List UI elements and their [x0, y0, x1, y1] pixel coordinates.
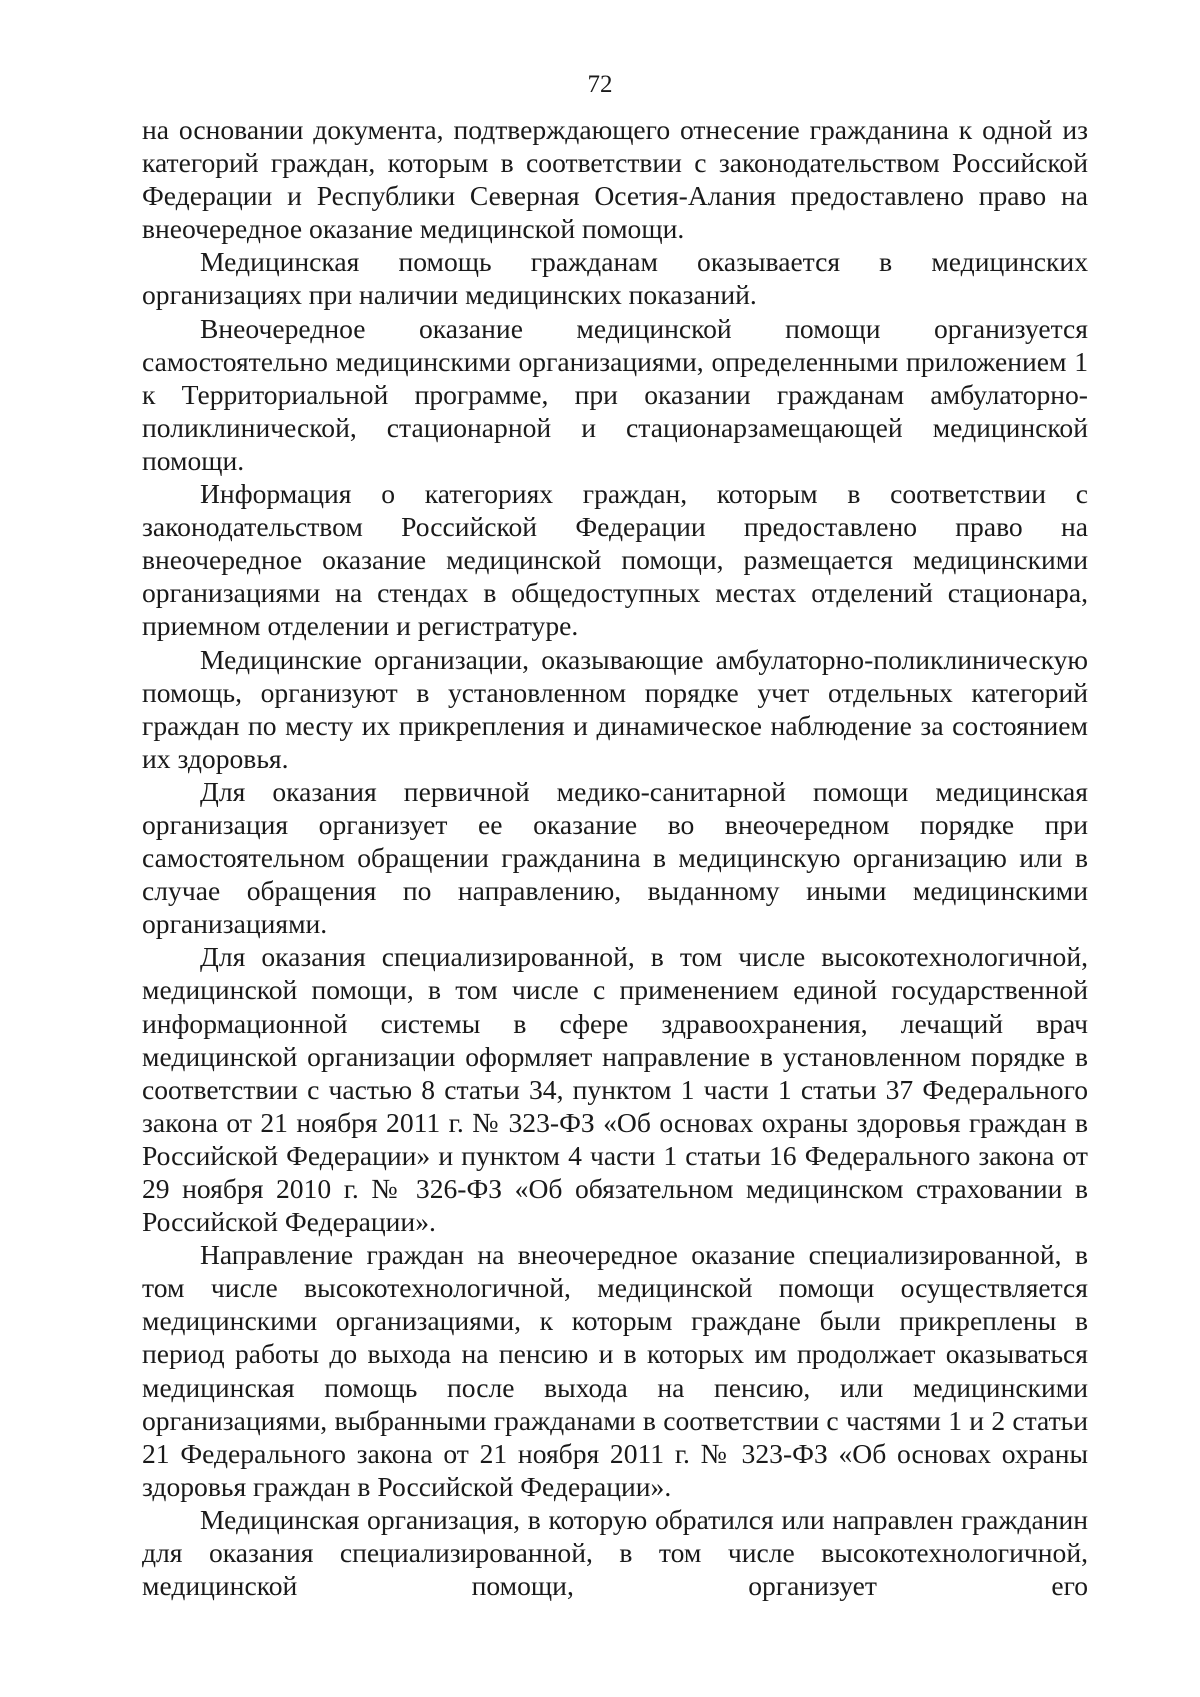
paragraph-7: Для оказания специализированной, в том числе высокотехнологичной, медицинской помощи, в том числе с применением единой государственной информационной системы в сфере здравоохранения, лечащий врач медицинской организации оформляет направление в установленном порядке в соответствии с частью 8 статьи 34, пунктом 1 части 1 статьи 37 Федерального закона от 21 ноября 2011 г. № 323-ФЗ «Об основах охраны здоровья граждан в Российской Федерации» и пунктом 4 части 1 статьи 16 Федерального закона от 29 ноября 2010 г. № 326-ФЗ «Об обязательном медицинском страховании в Российской Федерации».: [142, 941, 1088, 1238]
paragraph-8: Направление граждан на внеочередное оказание специализированной, в том числе высокотехнологичной, медицинской помощи осуществляется медицинскими организациями, к которым граждане были прикреплены в период работы до выхода на пенсию и в которых им продолжает оказываться медицинская помощь после выхода на пенсию, или медицинскими организациями, выбранными гражданами в соответствии с частями 1 и 2 статьи 21 Федерального закона от 21 ноября 2011 г. № 323-ФЗ «Об основах охраны здоровья граждан в Российской Федерации».: [142, 1239, 1088, 1502]
document-body: [142, 113, 1088, 1602]
paragraph-9: Медицинская организация, в которую обратился или направлен гражданин для оказания специализированной, в том числе высокотехнологичной, медицинской помощи, организует его: [142, 1503, 1088, 1602]
paragraph-5: Медицинские организации, оказывающие амбулаторно-поликлиническую помощь, организуют в установленном порядке учет отдельных категорий граждан по месту их прикрепления и динамическое наблюдение за состоянием их здоровья.: [142, 643, 1088, 774]
page-number: 72: [587, 71, 613, 98]
paragraph-1: на основании документа, подтверждающего отнесение гражданина к одной из категорий граждан, которым в соответствии с законодательством Российской Федерации и Республики Северная Осетия-Алания предоставлено право на внеочередное оказание медицинской помощи.: [142, 114, 1088, 245]
paragraph-3: Внеочередное оказание медицинской помощи организуется самостоятельно медицинскими организациями, определенными приложением 1 к Территориальной программе, при оказании гражданам амбулаторно-поликлинической, стационарной и стационарзамещающей медицинской помощи.: [142, 312, 1088, 476]
paragraph-4: Информация о категориях граждан, которым в соответствии с законодательством Российской Федерации предоставлено право на внеочередное оказание медицинской помощи, размещается медицинскими организациями на стендах в общедоступных местах отделений стационара, приемном отделении и регистратуре.: [142, 478, 1088, 642]
paragraph-2: Медицинская помощь гражданам оказывается в медицинских организациях при наличии медицинских показаний.: [142, 246, 1088, 311]
paragraph-6: Для оказания первичной медико-санитарной помощи медицинская организация организует ее оказание во внеочередном порядке при самостоятельном обращении гражданина в медицинскую организацию или в случае обращения по направлению, выданному иными медицинскими организациями.: [142, 775, 1088, 940]
